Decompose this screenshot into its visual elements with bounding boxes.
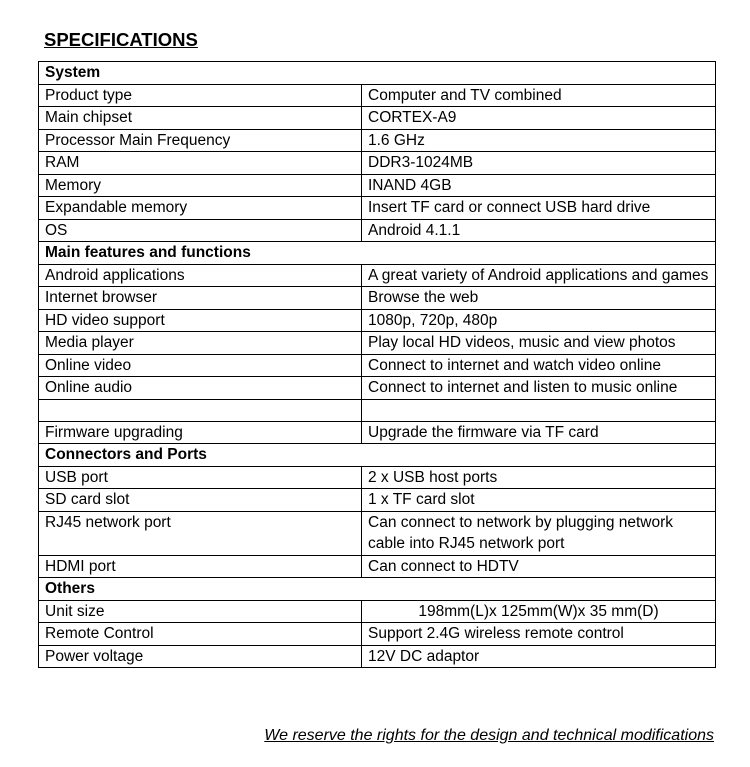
spec-label: Processor Main Frequency [39, 129, 362, 152]
table-row [39, 623, 716, 646]
section-header-row [39, 444, 716, 467]
empty-row [39, 399, 716, 421]
table-row [39, 219, 716, 242]
spec-label: Main chipset [39, 107, 362, 130]
table-row [39, 377, 716, 400]
table-row [39, 354, 716, 377]
table-row [39, 309, 716, 332]
spec-label: Firmware upgrading [39, 421, 362, 444]
spec-label: Android applications [39, 264, 362, 287]
table-row [39, 264, 716, 287]
spec-label: Product type [39, 84, 362, 107]
table-row [39, 489, 716, 512]
spec-value: 198mm(L)x 125mm(W)x 35 mm(D) [362, 600, 716, 623]
table-row [39, 84, 716, 107]
table-row [39, 645, 716, 668]
table-row [39, 511, 716, 555]
table-row [39, 287, 716, 310]
spec-label [39, 399, 362, 421]
spec-label: HDMI port [39, 555, 362, 578]
table-row [39, 600, 716, 623]
section-heading: Connectors and Ports [39, 444, 716, 467]
specifications-table [38, 61, 716, 668]
spec-label: RJ45 network port [39, 511, 362, 555]
spec-value: A great variety of Android applications and games [362, 264, 716, 287]
section-header-row [39, 578, 716, 601]
spec-value: Browse the web [362, 287, 716, 310]
spec-value: Can connect to HDTV [362, 555, 716, 578]
spec-value: Can connect to network by plugging network cable into RJ45 network port [362, 511, 716, 555]
spec-label: HD video support [39, 309, 362, 332]
table-row [39, 466, 716, 489]
table-row [39, 197, 716, 220]
spec-label: Internet browser [39, 287, 362, 310]
spec-value: Computer and TV combined [362, 84, 716, 107]
section-heading: Main features and functions [39, 242, 716, 265]
spec-value: 1.6 GHz [362, 129, 716, 152]
table-row [39, 107, 716, 130]
spec-value: 1 x TF card slot [362, 489, 716, 512]
spec-value: Connect to internet and listen to music online [362, 377, 716, 400]
spec-value: DDR3-1024MB [362, 152, 716, 175]
spec-value: CORTEX-A9 [362, 107, 716, 130]
spec-label: SD card slot [39, 489, 362, 512]
spec-label: Online video [39, 354, 362, 377]
spec-label: RAM [39, 152, 362, 175]
section-header-row [39, 242, 716, 265]
table-row [39, 332, 716, 355]
table-row [39, 129, 716, 152]
disclaimer-text: We reserve the rights for the design and technical modifications [264, 727, 714, 744]
spec-value [362, 399, 716, 421]
spec-value: Upgrade the firmware via TF card [362, 421, 716, 444]
spec-value: 2 x USB host ports [362, 466, 716, 489]
spec-value: Support 2.4G wireless remote control [362, 623, 716, 646]
table-row [39, 174, 716, 197]
spec-value: 12V DC adaptor [362, 645, 716, 668]
spec-label: Memory [39, 174, 362, 197]
spec-value: 1080p, 720p, 480p [362, 309, 716, 332]
spec-value: Android 4.1.1 [362, 219, 716, 242]
table-row [39, 555, 716, 578]
table-row [39, 152, 716, 175]
spec-label: Unit size [39, 600, 362, 623]
spec-value: Connect to internet and watch video online [362, 354, 716, 377]
spec-label: USB port [39, 466, 362, 489]
section-heading: Others [39, 578, 716, 601]
spec-label: Power voltage [39, 645, 362, 668]
section-heading: System [39, 62, 716, 85]
spec-value: Insert TF card or connect USB hard drive [362, 197, 716, 220]
spec-value: Play local HD videos, music and view photos [362, 332, 716, 355]
spec-label: Remote Control [39, 623, 362, 646]
page-title: SPECIFICATIONS [44, 29, 198, 50]
spec-label: OS [39, 219, 362, 242]
table-row [39, 421, 716, 444]
spec-value: INAND 4GB [362, 174, 716, 197]
section-header-row [39, 62, 716, 85]
spec-label: Online audio [39, 377, 362, 400]
spec-label: Expandable memory [39, 197, 362, 220]
spec-label: Media player [39, 332, 362, 355]
